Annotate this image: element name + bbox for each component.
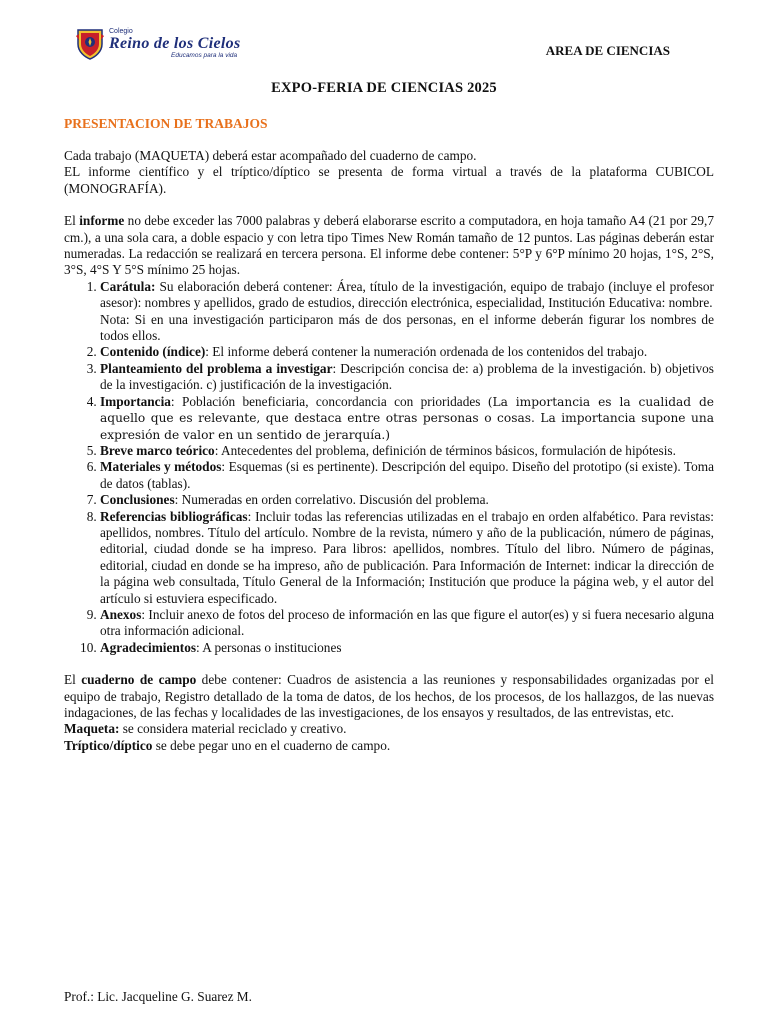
maqueta-line: Maqueta: se considera material reciclado y creativo.	[64, 721, 347, 737]
area-label: AREA DE CIENCIAS	[545, 43, 670, 58]
document-body	[64, 148, 714, 754]
list-item-caratula: 1. Carátula: Su elaboración deberá contener: Área, título de la investigación, equipo de trabajo (incluye el profesor asesor): nombres y apellidos, grado de estudios, dirección electrónica, especialidad, Institución Educativa: nombre. Nota: Si en una investigación participaron más de dos personas, en el informe deberán figurar los nombres de todos ellos.	[100, 279, 714, 345]
caratula-note: Nota: Si en una investigación participaron más de dos personas, en el informe deberán figurar los nombres de todos ellos.	[100, 311, 714, 344]
logo-small-label: Colegio	[109, 28, 133, 35]
cuaderno-term: cuaderno de campo	[81, 672, 197, 688]
intro-line-1: Cada trabajo (MAQUETA) deberá estar acompañado del cuaderno de campo.	[64, 148, 477, 163]
intro-line-2: EL informe científico y el tríptico/díptico se presenta de forma virtual a través de la plataforma CUBICOL (MONOGRAFÍA).	[64, 164, 714, 196]
list-item-planteamiento: 3. Planteamiento del problema a investigar: Descripción concisa de: a) problema de la investigación. b) objetivos de la investigación. c) justificación de la investigación.	[100, 361, 714, 394]
requirements-list	[64, 279, 714, 656]
list-item-agradecimientos: 10. Agradecimientos: A personas o instituciones	[100, 640, 714, 656]
list-item-importancia: 4. Importancia: Población beneficiaria, concordancia con prioridades (La importancia es la cualidad de aquello que es relevante, que destaca entre otras personas o cosas. La importancia supone una expresión de valor en un sentido de jerarquía.)	[100, 394, 714, 443]
cuaderno-paragraph: El cuaderno de campo debe contener: Cuadros de asistencia a las reuniones y responsabilidades organizadas por el equipo de trabajo, Registro detallado de la toma de datos, de los hechos, de los procesos, de los hallazgos, de las nuevas indagaciones, de las fechas y localidades de las investigaciones, de los ensayos y resultados, de las entrevistas, etc.	[64, 672, 714, 720]
logo-school-name: Reino de los Cielos	[109, 35, 241, 52]
list-item-contenido: 2. Contenido (índice): El informe deberá contener la numeración ordenada de los contenidos del trabajo.	[100, 344, 714, 360]
importancia-definition: (La importancia es la cualidad de aquello que es relevante, que destaca entre otras personas o cosas. La importancia supone una expresión de valor en un sentido de jerarquía.)	[100, 394, 714, 442]
logo-tagline: Educamos para la vida	[171, 52, 238, 59]
informe-term: informe	[79, 213, 125, 229]
list-item-materiales: 6. Materiales y métodos: Esquemas (si es pertinente). Descripción del equipo. Diseño del prototipo (si existe). Toma de datos (tablas).	[100, 459, 714, 492]
school-logo	[75, 28, 255, 62]
page-title: EXPO-FERIA DE CIENCIAS 2025	[271, 80, 497, 96]
triptico-line: Tríptico/díptico se debe pegar uno en el cuaderno de campo.	[64, 737, 391, 753]
school-crest-icon	[75, 28, 105, 60]
list-item-marco-teorico: 5. Breve marco teórico: Antecedentes del problema, definición de términos básicos, formulación de hipótesis.	[100, 443, 714, 459]
section-title: PRESENTACION DE TRABAJOS	[64, 116, 268, 131]
list-item-conclusiones: 7. Conclusiones: Numeradas en orden correlativo. Discusión del problema.	[100, 492, 714, 508]
list-item-referencias: 8. Referencias bibliográficas: Incluir todas las referencias utilizadas en el trabajo en orden alfabético. Para revistas: apellidos, nombres. Título del artículo. Nombre de la revista, número y año de la publicación, número de páginas, editorial, ciudad donde se ha impreso. Para libros: apellidos, nombres. Título del libro. Número de páginas, editorial, ciudad en donde se ha impreso, año de publicación. Para Información de Internet: indicar la dirección de la página web consultada, Título General de la Información; Institución que produce la página web, y el autor del artículo si estuviera especificado.	[100, 509, 714, 607]
footer-signature: Prof.: Lic. Jacqueline G. Suarez M.	[64, 989, 252, 1004]
list-item-anexos: 9. Anexos: Incluir anexo de fotos del proceso de información en las que figure el autor(es) y si fuera necesario alguna otra información adicional.	[100, 607, 714, 640]
informe-paragraph: El informe no debe exceder las 7000 palabras y deberá elaborarse escrito a computadora, en hoja tamaño A4 (21 por 29,7 cm.), a una sola cara, a doble espacio y con letra tipo Times New Román tamaño de 12 puntos. Las páginas deberán estar numeradas. La redacción se realizará en tercera persona. El informe debe contener: 5°P y 6°P mínimo 20 hojas, 1°S, 2°S, 3°S, 4°S Y 5°S mínimo 25 hojas.	[64, 213, 714, 278]
logo-text	[109, 28, 240, 60]
